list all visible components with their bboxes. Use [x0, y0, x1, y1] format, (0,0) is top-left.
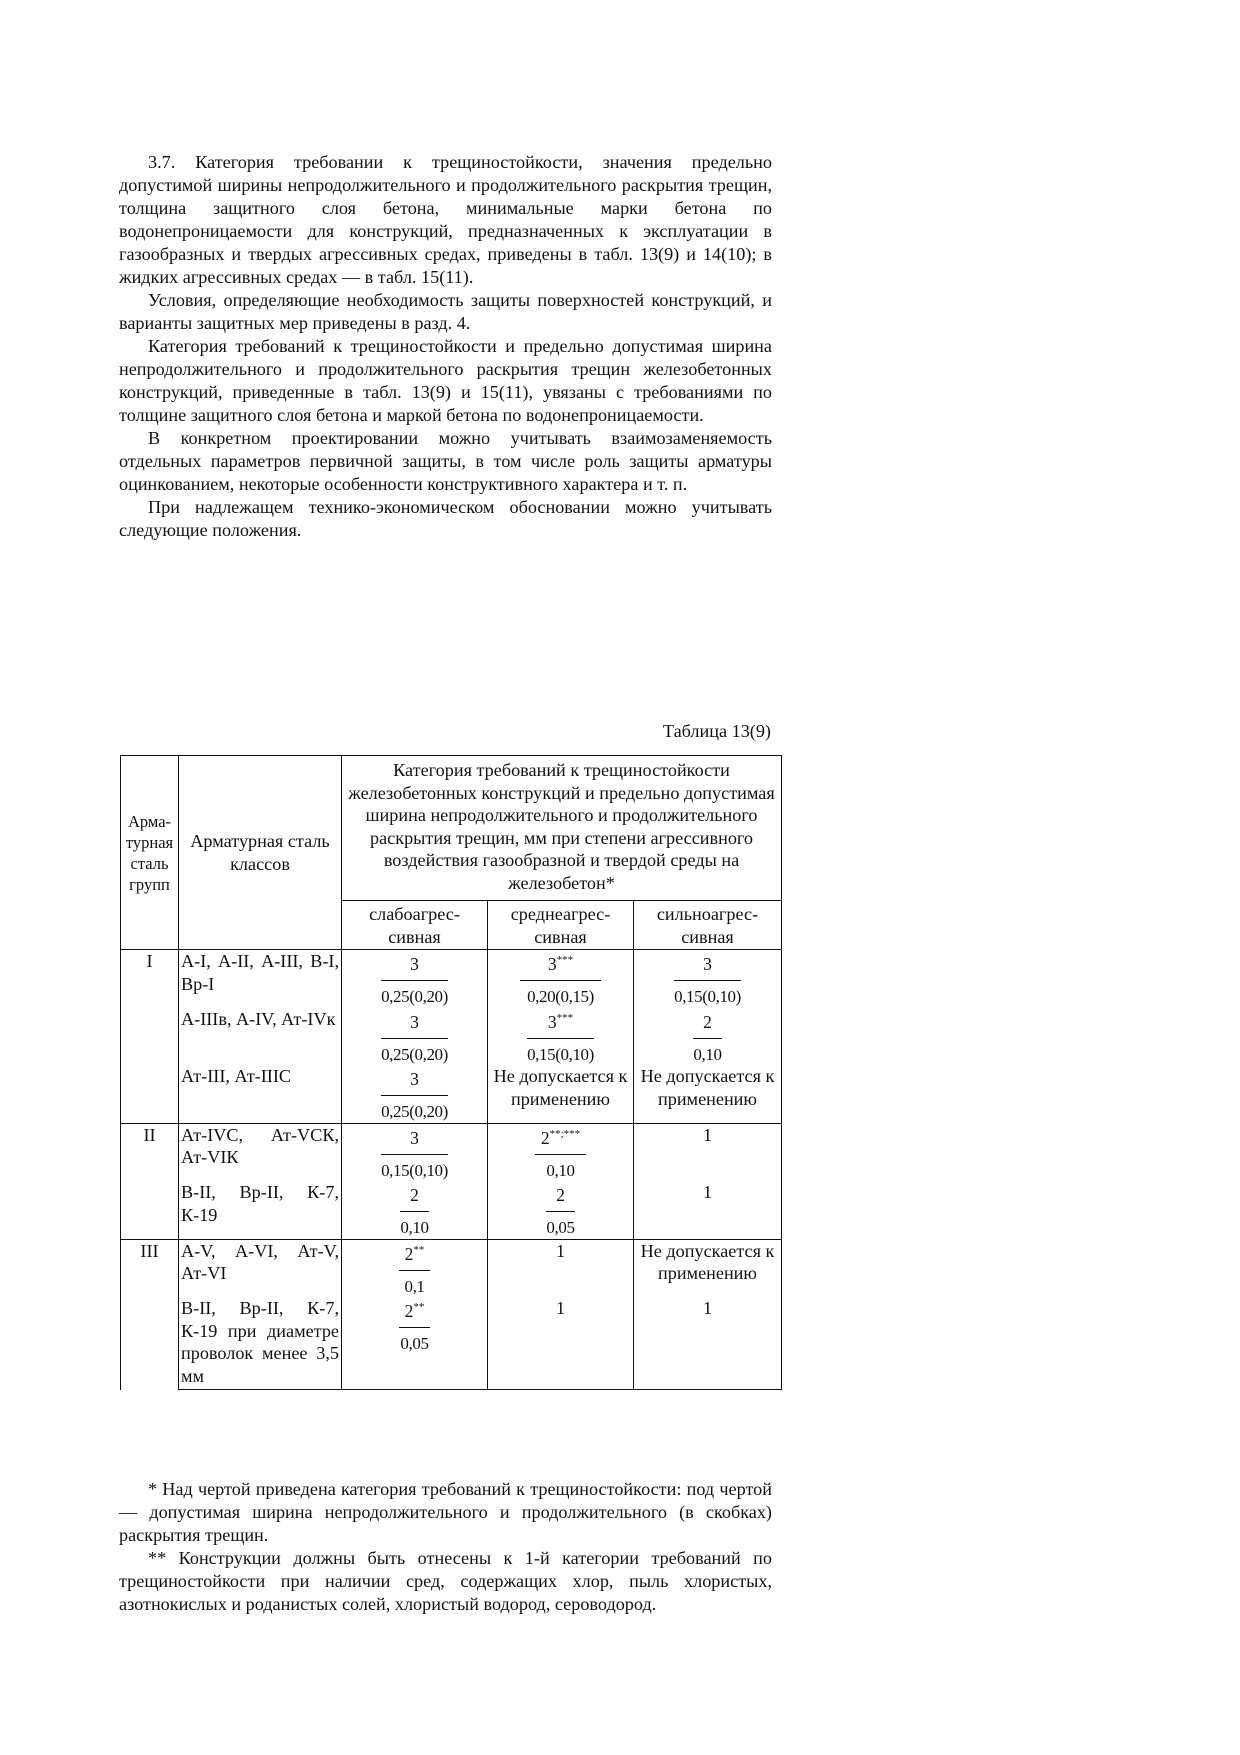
strong-cell: Не допускается к применению — [634, 1239, 782, 1297]
class-cell: Ат-III, Ат-IIIС — [179, 1065, 342, 1123]
weak-cell: $\frac{3}{0,25(0,20)}$ — [342, 1065, 488, 1123]
paragraph: В конкретном проектировании можно учитывать взаимозаменяемость отдельных параметров первичной защиты, в том числе роль защиты арматуры оцинкованием, некоторые особенности конструктивного характера и т. п. — [119, 428, 772, 494]
medium-cell: Не допускается к применению — [488, 1065, 634, 1123]
group-cell: II — [121, 1123, 179, 1239]
strong-cell: $\frac{3}{0,15(0,10)}$ — [634, 950, 782, 1008]
footnote: ** Конструкции должны быть отнесены к 1-й категории требований по трещиностойкости при наличии сред, содержащих хлор, пыль хлористых, азотнокислых и роданистых солей, хлористый водород, сероводород. — [119, 1548, 772, 1614]
crack-resistance-table — [120, 755, 782, 1390]
strong-cell: 1 — [634, 1297, 782, 1390]
table-row — [121, 1239, 782, 1297]
class-cell: А-IIIв, А-IV, Ат-IVк — [179, 1008, 342, 1066]
table-row — [121, 1008, 782, 1066]
header-classes: Арматурная сталь классов — [179, 756, 342, 950]
table-row — [121, 1123, 782, 1181]
paragraph: Условия, определяющие необходимость защиты поверхностей конструкций, и варианты защитных мер приведены в разд. 4. — [119, 290, 772, 333]
medium-cell: 1 — [488, 1239, 634, 1297]
body-text — [119, 151, 772, 542]
group-cell: I — [121, 950, 179, 1124]
class-cell: Ат-IVС, Ат-VСК, Ат-VIК — [179, 1123, 342, 1181]
table-row — [121, 1181, 782, 1239]
class-cell: А-V, А-VI, Ат-V, Ат-VI — [179, 1239, 342, 1297]
table-header-row — [121, 756, 782, 901]
medium-cell: 1 — [488, 1297, 634, 1390]
medium-cell: $\frac{2^{**;***}}{0,10}$ — [488, 1123, 634, 1181]
strong-cell: 1 — [634, 1123, 782, 1181]
header-category: Категория требований к трещиностойкости железобетонных конструкций и предельно допустимая ширина непродолжительного и продолжительного раскрытия трещин, мм при степени агрессивного воздействия газообразной и твердой среды на железобетон* — [342, 756, 782, 901]
weak-cell: $\frac{3}{0,25(0,20)}$ — [342, 1008, 488, 1066]
strong-cell: Не допускается к применению — [634, 1065, 782, 1123]
group-cell: III — [121, 1239, 179, 1390]
weak-cell: $\frac{2}{0,10}$ — [342, 1181, 488, 1239]
medium-cell: $\frac{3^{***}}{0,15(0,10)}$ — [488, 1008, 634, 1066]
strong-cell: 1 — [634, 1181, 782, 1239]
footnote: * Над чертой приведена категория требований к трещиностойкости: под чертой — допустимая ширина непродолжительного и продолжительного (в скобках) раскрытия трещин. — [119, 1479, 772, 1545]
weak-cell: $\frac{3}{0,15(0,10)}$ — [342, 1123, 488, 1181]
medium-cell: $\frac{3^{***}}{0,20(0,15)}$ — [488, 950, 634, 1008]
header-weak: слабоагрес-сивная — [342, 901, 488, 950]
header-strong: сильноагрес-сивная — [634, 901, 782, 950]
table-row — [121, 1065, 782, 1123]
table-caption: Таблица 13(9) — [662, 721, 771, 741]
class-cell: А-I, А-II, А-III, В-I, Вр-I — [179, 950, 342, 1008]
footnotes — [119, 1478, 772, 1616]
paragraph: 3.7. Категория требовании к трещиностойкости, значения предельно допустимой ширины непродолжительного и продолжительного раскрытия трещин, толщина защитного слоя бетона, минимальные марки бетона по водонепроницаемости для конструкций, предназначенных к эксплуатации в газообразных и твердых агрессивных средах, приведены в табл. 13(9) и 14(10); в жидких агрессивных средах — в табл. 15(11). — [119, 152, 772, 287]
header-medium: среднеагрес-сивная — [488, 901, 634, 950]
table-row — [121, 1297, 782, 1390]
class-cell: В-II, Вр-II, К-7, К-19 — [179, 1181, 342, 1239]
strong-cell: $\frac{2}{0,10}$ — [634, 1008, 782, 1066]
weak-cell: $\frac{2^{**}}{0,05}$ — [342, 1297, 488, 1390]
header-group: Арма-турная сталь групп — [121, 756, 179, 950]
paragraph: Категория требований к трещиностойкости и предельно допустимая ширина непродолжительного и продолжительного раскрытия трещин железобетонных конструкций, приведенные в табл. 13(9) и 15(11), увязаны с требованиями по толщине защитного слоя бетона и маркой бетона по водонепроницаемости. — [119, 336, 772, 425]
weak-cell: $\frac{3}{0,25(0,20)}$ — [342, 950, 488, 1008]
weak-cell: $\frac{2^{**}}{0,1}$ — [342, 1239, 488, 1297]
paragraph: При надлежащем технико-экономическом обосновании можно учитывать следующие положения. — [119, 497, 772, 540]
table-row — [121, 950, 782, 1008]
medium-cell: $\frac{2}{0,05}$ — [488, 1181, 634, 1239]
class-cell: В-II, Вр-II, К-7, К-19 при диаметре проволок менее 3,5 мм — [179, 1297, 342, 1390]
